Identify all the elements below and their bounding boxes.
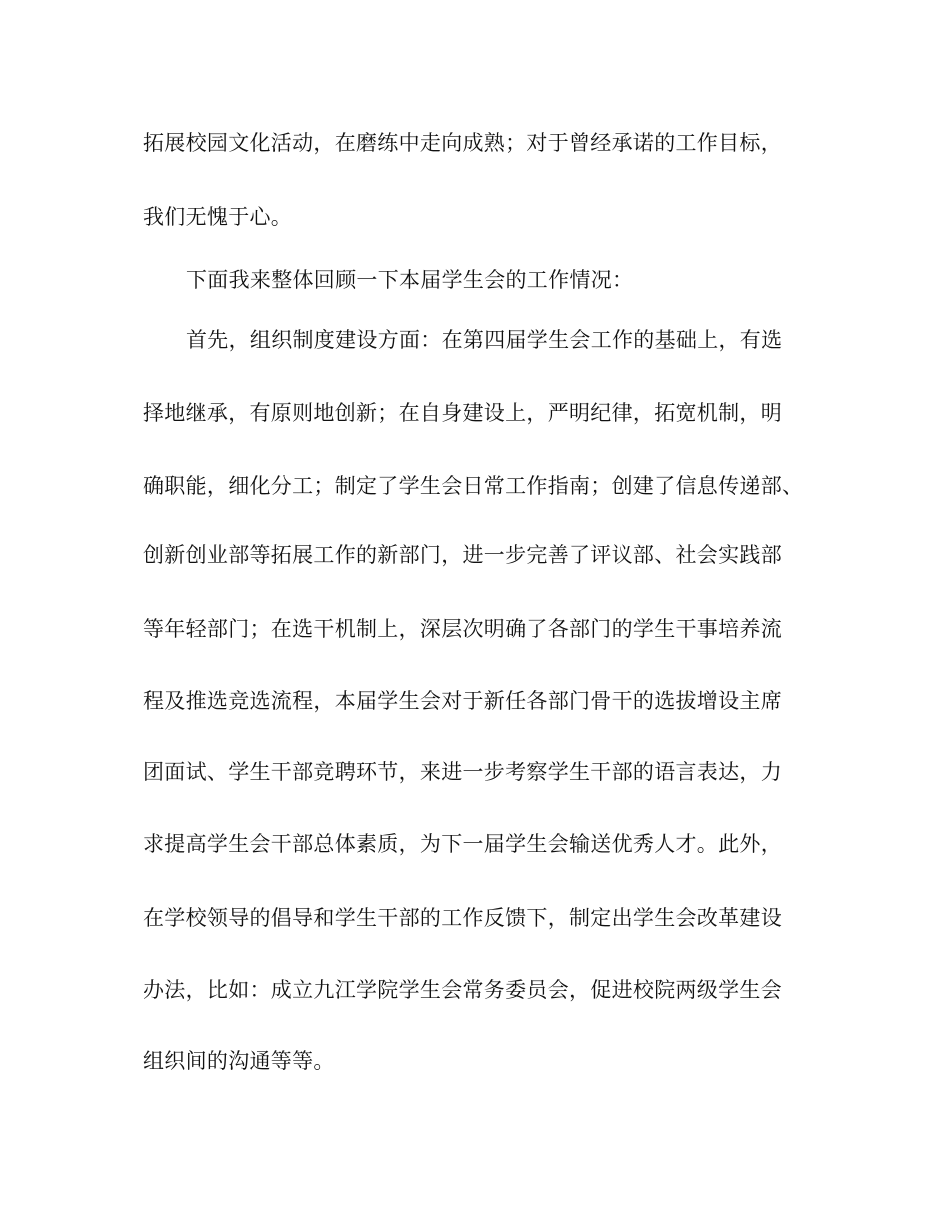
text-line-9: 程及推选竞选流程，本届学生会对于新任各部门骨干的选拔增设主席 (143, 689, 782, 713)
text-line-8: 等年轻部门；在选干机制上，深层次明确了各部门的学生干事培养流 (143, 617, 782, 641)
text-line-10: 团面试、学生干部竞聘环节，来进一步考察学生干部的语言表达，力 (143, 760, 782, 784)
text-line-13: 办法，比如：成立九江学院学生会常务委员会，促进校院两级学生会 (143, 978, 782, 1002)
text-line-14: 组织间的沟通等等。 (143, 1049, 335, 1073)
text-line-4: 首先，组织制度建设方面：在第四届学生会工作的基础上，有选 (186, 328, 783, 352)
text-line-6: 确职能，细化分工；制定了学生会日常工作指南；创建了信息传递部、 (143, 474, 804, 498)
text-line-2: 我们无愧于心。 (143, 205, 293, 229)
text-line-3: 下面我来整体回顾一下本届学生会的工作情况： (186, 268, 634, 292)
text-line-7: 创新创业部等拓展工作的新部门，进一步完善了评议部、社会实践部 (143, 543, 782, 567)
text-line-12: 在学校领导的倡导和学生干部的工作反馈下，制定出学生会改革建设 (143, 906, 782, 930)
text-line-5: 择地继承，有原则地创新；在自身建设上，严明纪律，拓宽机制，明 (143, 401, 782, 425)
text-line-11: 求提高学生会干部总体素质，为下一届学生会输送优秀人才。此外， (143, 832, 782, 856)
text-line-1: 拓展校园文化活动，在磨练中走向成熟；对于曾经承诺的工作目标， (143, 131, 782, 155)
